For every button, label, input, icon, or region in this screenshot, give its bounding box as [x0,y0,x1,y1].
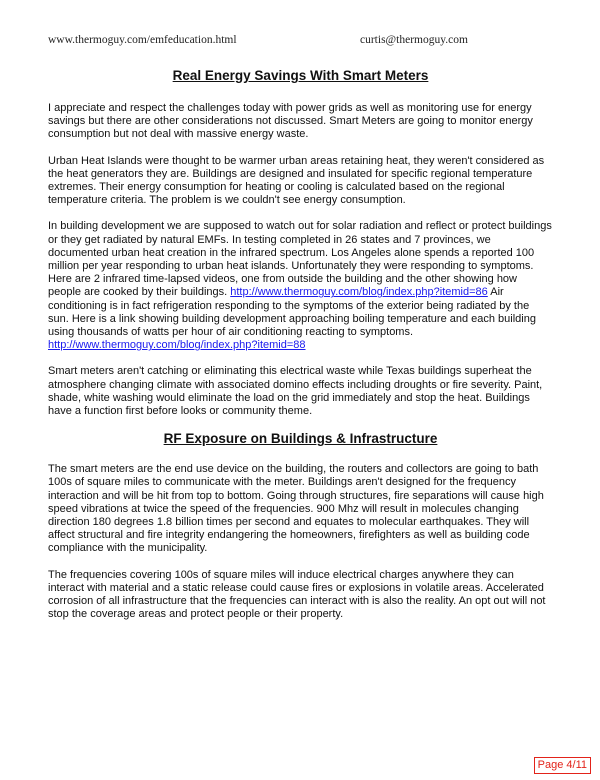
blog-link-88[interactable]: http://www.thermoguy.com/blog/index.php?itemid=88 [48,339,306,352]
document-body [48,68,553,635]
paragraph: Urban Heat Islands were thought to be warmer urban areas retaining heat, they weren't considered as the heat generators they are. Buildings are designed and insulated for specific regional temperature extremes. Their energy consumption for heating or cooling is calculated based on the regional temperature criteria. The problem is we couldn't see energy consumption. [48,154,545,207]
paragraph-text: In building development we are supposed to watch out for solar radiation and reflect or protect buildings or they get radiated by natural EMFs. In testing completed in 26 states and 7 provinces, we documented urban heat creation in the infrared spectrum. Los Angeles alone spends a reported 100 million per year responding to urban heat islands. Unfortunately they were responding to symptoms. Here are 2 infrared time-lapsed videos, one from outside the building and the other showing how people are cooked by their buildings. [48,220,552,299]
header-url: www.thermoguy.com/emfeducation.html [48,34,237,46]
section-title-rf-exposure: RF Exposure on Buildings & Infrastructure [163,431,438,447]
paragraph-text: Air conditioning is in fact refrigeration responding to the symptoms of the exterior being radiated by the sun. Here is a link showing building development approaching boiling temperature and each building using thousands of watts per hour of air conditioning reacting to symptoms. [48,286,536,339]
header-email: curtis@thermoguy.com [360,34,468,46]
paragraph: The frequencies covering 100s of square miles will induce electrical charges anywhere they can interact with material and a static release could cause fires or explosions in volatile areas. Accelerated corrosion of all infrastructure that the frequencies can interact with is also the reality. An opt out will not stop the coverage areas and protect people or their property. [48,568,546,621]
paragraph [48,220,553,352]
section-title-smart-meters: Real Energy Savings With Smart Meters [172,68,429,83]
page-number-badge: Page 4/11 [534,757,591,774]
paragraph: I appreciate and respect the challenges today with power grids as well as monitoring use for energy savings but there are other considerations not discussed. Smart Meters are going to monitor energy consumption but not deal with massive energy waste. [48,102,533,141]
paragraph: The smart meters are the end use device on the building, the routers and collectors are going to bath 100s of square miles to communicate with the meter. Buildings aren't designed for the frequency interaction and will be hit from top to bottom. Going through structures, fire separations will cause high speed vibrations at twice the speed of the frequencies. 900 Mhz will result in molecules changing direction 180 degrees 1.8 billion times per second and equates to molecular earthquakes. They will affect structural and fire integrity endangering the homeowners, firefighters as well as building code compliance with the municipality. [48,463,544,555]
paragraph: Smart meters aren't catching or eliminating this electrical waste while Texas buildings superheat the atmosphere changing climate with associated domino effects including droughts or fire severity. Paint, shade, white washing would eliminate the load on the grid immediately and stop the heat. Buildings have a function first before looks or community theme. [48,365,543,418]
blog-link-86[interactable]: http://www.thermoguy.com/blog/index.php?itemid=86 [230,286,488,299]
